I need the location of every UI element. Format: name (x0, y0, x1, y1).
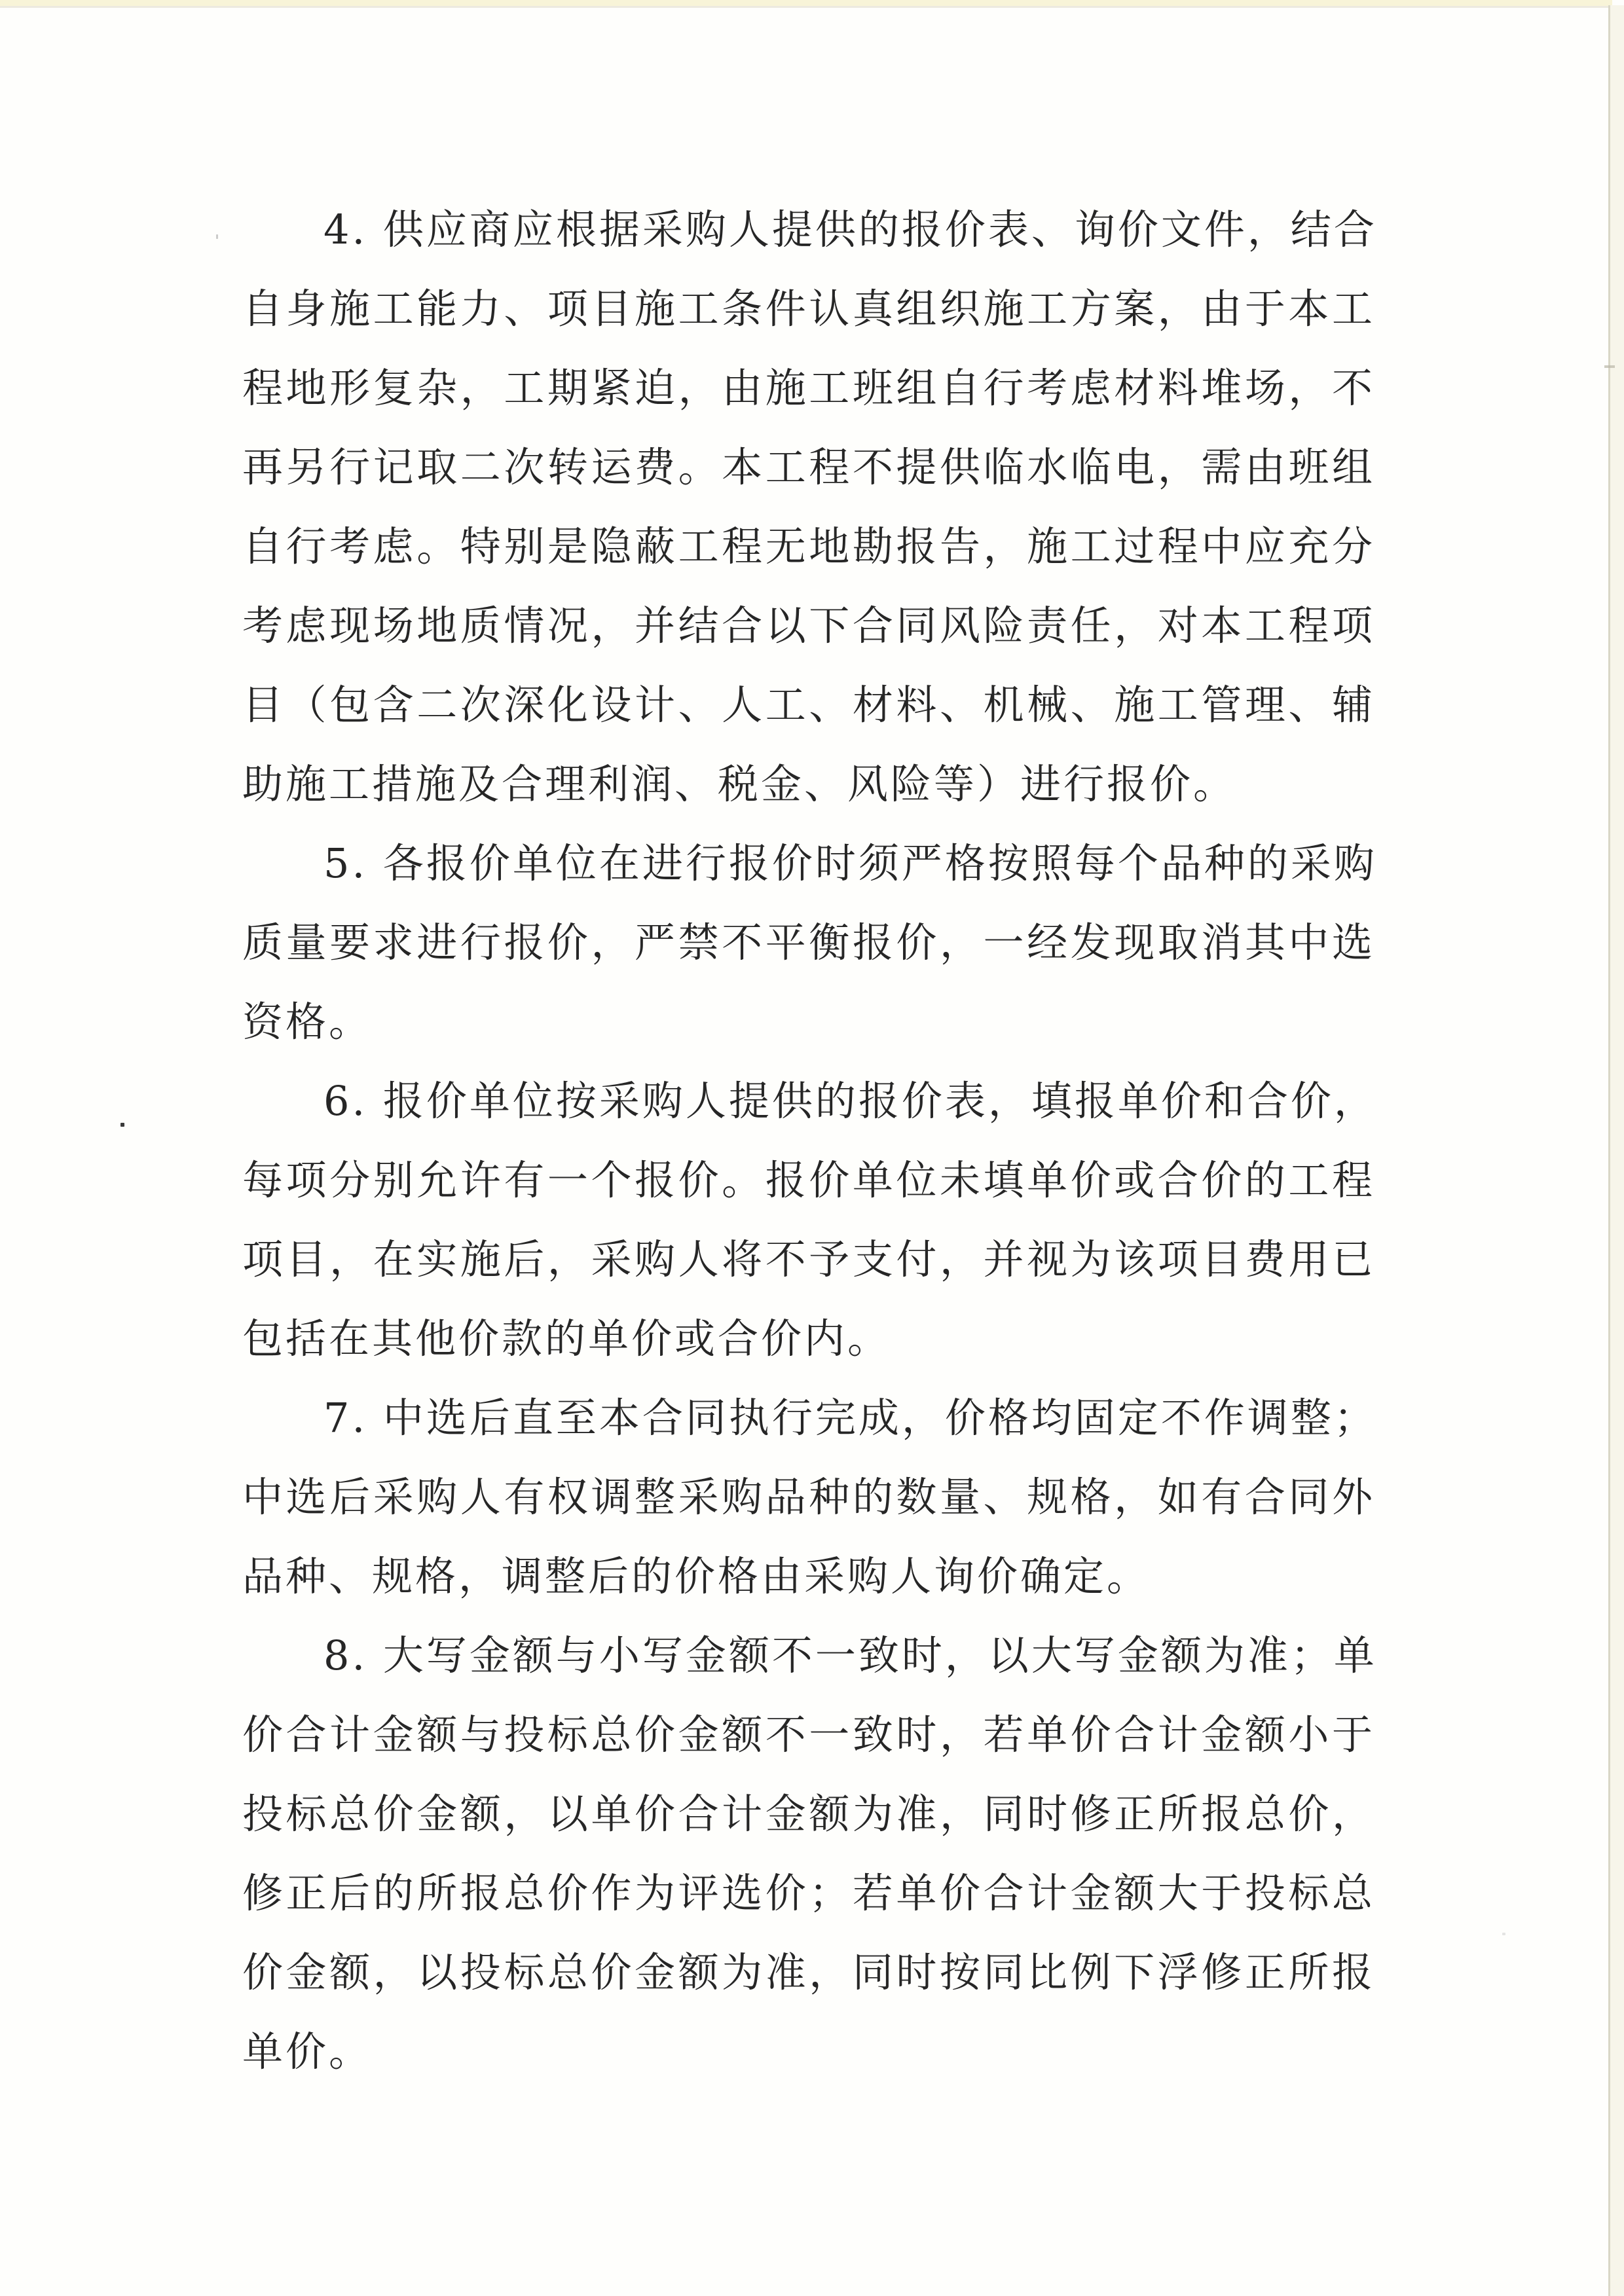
scan-edge-tick (1604, 365, 1615, 368)
text-line: 再另行记取二次转运费。本工程不提供临水临电，需由班组 (242, 443, 1375, 491)
paper-right-edge-strip (1610, 5, 1624, 2296)
paragraph-6 (242, 1061, 1375, 1378)
text-line: 每项分别允许有一个报价。报价单位未填单价或合价的工程 (242, 1156, 1375, 1204)
text-line: 考虑现场地质情况，并结合以下合同风险责任，对本工程项 (242, 602, 1375, 649)
text-line: 品种、规格，调整后的价格由采购人询价确定。 (242, 1552, 1151, 1600)
text-line: 4. 供应商应根据采购人提供的报价表、询价文件，结合 (323, 206, 1377, 253)
scan-speck (216, 234, 218, 239)
text-line: 程地形复杂，工期紧迫，由施工班组自行考虑材料堆场，不 (242, 364, 1375, 412)
text-line: 质量要求进行报价，严禁不平衡报价，一经发现取消其中选 (242, 919, 1375, 966)
text-line: 自身施工能力、项目施工条件认真组织施工方案，由于本工 (242, 285, 1375, 333)
paragraph-4 (242, 190, 1375, 824)
text-line: 7. 中选后直至本合同执行完成，价格均固定不作调整； (323, 1394, 1377, 1442)
paragraph-8 (242, 1616, 1375, 2091)
scan-speck (120, 1123, 124, 1127)
text-line: 单价。 (242, 2028, 373, 2075)
text-line: 中选后采购人有权调整采购品种的数量、规格，如有合同外 (242, 1473, 1375, 1521)
paragraph-5 (242, 824, 1375, 1061)
scan-speck (1502, 1933, 1505, 1935)
text-line: 修正后的所报总价作为评选价；若单价合计金额大于投标总 (242, 1869, 1375, 1917)
text-line: 目（包含二次深化设计、人工、材料、机械、施工管理、辅 (242, 681, 1375, 729)
document-body (242, 190, 1375, 2091)
text-line: 自行考虑。特别是隐蔽工程无地勘报告，施工过程中应充分 (242, 522, 1375, 570)
text-line: 6. 报价单位按采购人提供的报价表，填报单价和合价， (323, 1077, 1377, 1125)
text-line: 助施工措施及合理利润、税金、风险等）进行报价。 (242, 760, 1237, 808)
text-line: 5. 各报价单位在进行报价时须严格按照每个品种的采购 (323, 839, 1377, 887)
text-line: 价金额，以投标总价金额为准，同时按同比例下浮修正所报 (242, 1948, 1375, 1996)
paragraph-7 (242, 1378, 1375, 1616)
text-line: 8. 大写金额与小写金额不一致时，以大写金额为准；单 (323, 1631, 1377, 1679)
scan-edge-top-strip (0, 0, 1612, 6)
text-line: 项目，在实施后，采购人将不予支付，并视为该项目费用已 (242, 1235, 1375, 1283)
text-line: 资格。 (242, 998, 373, 1046)
text-line: 投标总价金额，以单价合计金额为准，同时修正所报总价， (242, 1790, 1375, 1838)
text-line: 包括在其他价款的单价或合价内。 (242, 1315, 891, 1362)
text-line: 价合计金额与投标总价金额不一致时，若单价合计金额小于 (242, 1711, 1375, 1758)
scan-edge-top-hairline (0, 6, 1612, 8)
